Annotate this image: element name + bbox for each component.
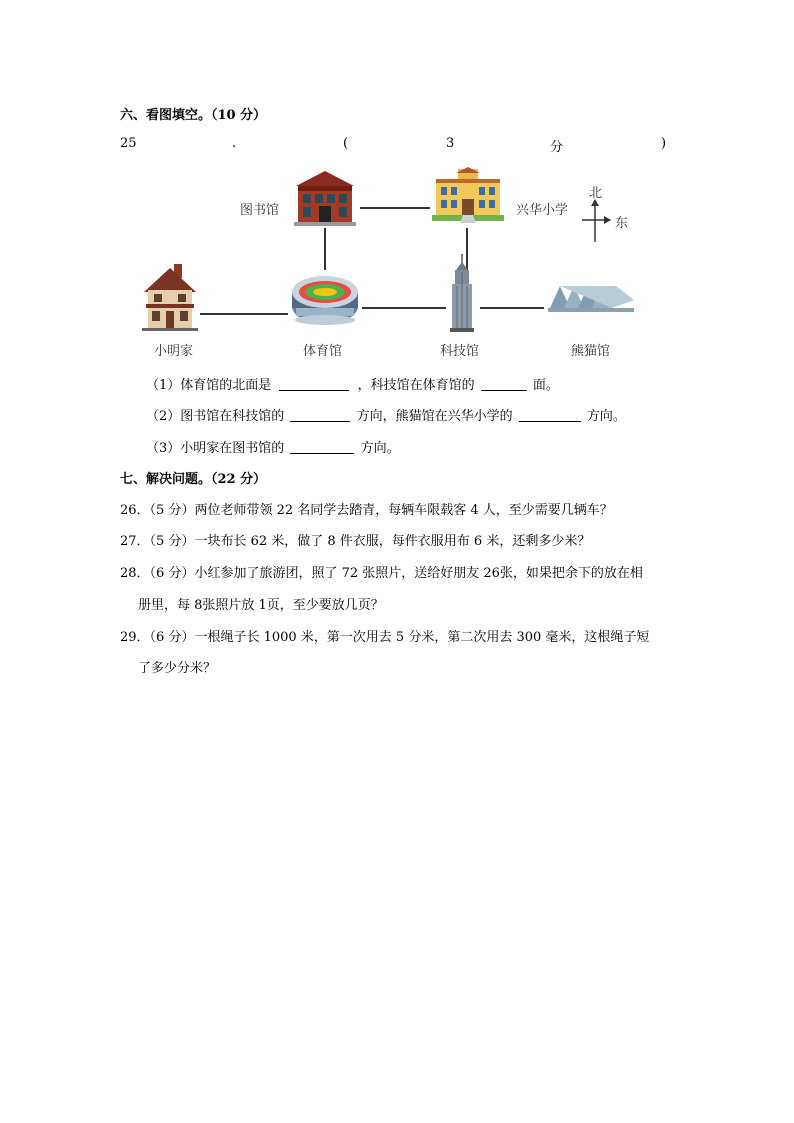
line-stadium-tech [362, 307, 446, 309]
compass-icon [580, 198, 612, 244]
line-home-stadium [200, 313, 288, 315]
q25-part1-blank2[interactable] [481, 378, 527, 391]
house-icon [138, 262, 202, 332]
q25-open-paren: ( [343, 136, 349, 151]
q25-part3 [146, 437, 400, 456]
library-icon [292, 168, 358, 226]
question-26: 26．（5 分）两位老师带领 22 名同学去踏青，每辆车限载客 4 人，至少需要几辆车？ [120, 503, 613, 518]
q25-part2-text-b: 方向，熊猫馆在兴华小学的 [356, 409, 513, 424]
q25-unit: 分 [550, 140, 564, 155]
section6-heading: 六、看图填空。（10 分） [120, 108, 267, 123]
q25-part1 [146, 374, 559, 393]
label-library: 图书馆 [240, 203, 280, 218]
line-library-stadium [324, 228, 326, 270]
q25-part3-text-b: 方向。 [360, 441, 400, 456]
q25-part2 [146, 405, 626, 424]
q25-number: 25 [120, 136, 137, 151]
compass-north: 北 [589, 186, 603, 201]
skyscraper-icon [448, 254, 476, 332]
q25-part1-blank1[interactable] [279, 378, 349, 391]
label-home: 小明家 [154, 344, 194, 359]
compass-east: 东 [615, 216, 629, 231]
label-school: 兴华小学 [516, 203, 569, 218]
stadium-icon [290, 268, 360, 328]
q25-close-paren: ) [661, 136, 667, 151]
label-panda: 熊猫馆 [571, 344, 611, 359]
question-28-line2: 册里，每 8张照片放 1页，至少要放几页？ [138, 598, 384, 613]
q25-part1-text-b: ，科技馆在体育馆的 [357, 378, 475, 393]
q25-dot: . [232, 136, 237, 151]
section7-heading: 七、解决问题。（22 分） [120, 472, 267, 487]
q25-part2-text-c: 方向。 [586, 409, 626, 424]
q25-points: 3 [446, 136, 455, 151]
q25-part2-text-a: （2）图书馆在科技馆的 [146, 409, 285, 424]
question-29-line2: 了多少分米？ [138, 661, 217, 676]
question-29-line1: 29．（6 分）一根绳子长 1000 米，第一次用去 5 分米，第二次用去 300 毫米，这根绳子短 [120, 630, 650, 645]
line-tech-panda [480, 307, 544, 309]
panda-house-icon [546, 280, 636, 314]
q25-part3-text-a: （3）小明家在图书馆的 [146, 441, 285, 456]
school-icon [432, 167, 504, 223]
question-28-line1: 28．（6 分）小红参加了旅游团，照了 72 张照片，送给好朋友 26张，如果把余下的放在相 [120, 566, 643, 581]
label-stadium: 体育馆 [303, 344, 343, 359]
q25-part2-blank1[interactable] [290, 409, 350, 422]
q25-part1-text-a: （1）体育馆的北面是 [146, 378, 272, 393]
q25-part1-text-c: 面。 [532, 378, 559, 393]
line-library-school [360, 207, 430, 209]
question-27: 27．（5 分）一块布长 62 米，做了 8 件衣服，每件衣服用布 6 米，还剩多少米？ [120, 534, 591, 549]
q25-part3-blank1[interactable] [290, 441, 354, 454]
label-tech: 科技馆 [440, 344, 480, 359]
q25-part2-blank2[interactable] [519, 409, 581, 422]
